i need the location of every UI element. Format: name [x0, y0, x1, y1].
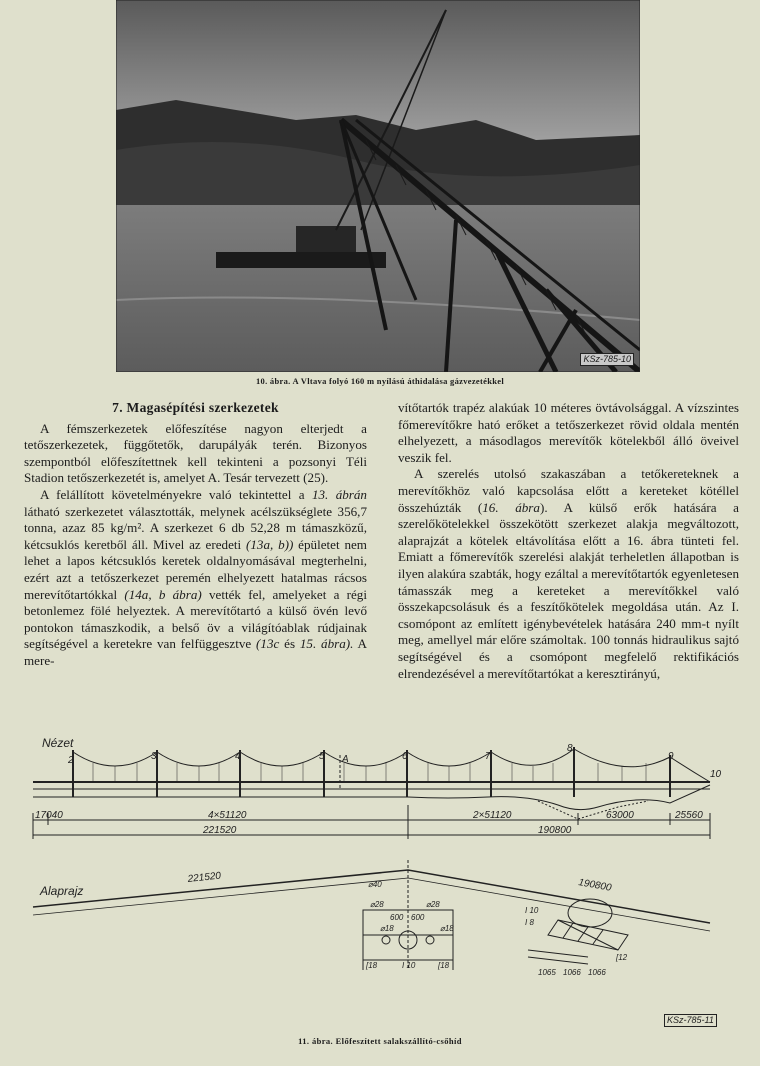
- photo-illustration: [116, 0, 640, 372]
- node-label: 10: [710, 769, 722, 780]
- node-label: 2: [68, 755, 74, 766]
- node-label: 3: [151, 751, 157, 762]
- detail-label: 600: [411, 913, 425, 922]
- dim-total: 190800: [538, 825, 572, 836]
- detail-label: 1065: [538, 968, 556, 977]
- plan-dim: 190800: [577, 877, 613, 894]
- plan-dim: 221520: [187, 870, 222, 885]
- node-label: 6: [402, 751, 408, 762]
- detail-label: 1066: [563, 968, 581, 977]
- figure-11-caption: 11. ábra. Előfeszített salakszállító-csőhíd: [298, 1036, 462, 1046]
- detail-label: ⌀40: [368, 880, 382, 889]
- drawing-stamp: KSz-785-11: [664, 1014, 717, 1027]
- photo-stamp: KSz-785-10: [580, 353, 634, 366]
- node-label: 8: [567, 743, 573, 754]
- detail-label: I 8: [525, 918, 534, 927]
- detail-label: [18: [438, 961, 450, 970]
- dim-label: 4×51120: [208, 810, 247, 821]
- figure-10-caption: 10. ábra. A Vltava folyó 160 m nyílású áthidalása gázvezetékkel: [255, 376, 504, 386]
- detail-label: ⌀18: [440, 924, 454, 933]
- paragraph: A szerelés utolsó szakaszában a tetőkereteknek a merevítőkhöz való kapcsolása előtt a kereteket kötéllel összehúzták (16. ábra). A külső erők hatására a szerelőkötelekkel összekötött szerkezet alakja megváltozott, alaprajzát a kötelek eltávolítása előtt a 16. ábra tünteti fel. Emiatt a főmerevítők szerelési alakját terheletlen állapotban is ilyen alakúra szabták, hogy ezáltal a merevítőtartók egyenletesen támasszák meg a kereteket a merevítőkkel való összekapcsolásuk és a feszítőkötelek megoldása után. Az I. csomópont az említett igénybevételek hatására 240 mm-t nyílt meg, amellyel már előre számoltak. 100 tonnás hidraulikus sajtó segítségével és a csomópont megfelelő rektifikációs elrendezésével a merevítőtartókat a keresztirányú,: [398, 466, 740, 681]
- right-column: [398, 400, 739, 682]
- detail-label: 600: [390, 913, 404, 922]
- plan-label: Alaprajz: [40, 884, 84, 898]
- paragraph: A felállított követelményekre való tekintettel a 13. ábrán látható szerkezetet választották, melynek acélszükséglete 356,7 tonna, azaz 85 kg/m². A szerkezet 6 db 52,28 m támaszközű, kétcsuklós keretből áll. Mivel az eredeti (13a, b)) épületet nem lehet a lapos kétcsuklós keretek oldalnyomásával megterhelni, ezért azt a tetőszerkezet peremén elhelyezett hatalmas rácsos merevítőtartókkal (14a, b ábra) vették fel, amelyeket a régi betonlemez fölé helyeztek. A merevítőtartó a külső övén levő pontokon támaszkodik, a belső öv a világítóablak rúdjainak segítségével a keretekre van felfüggesztve (13c és 15. ábra). A mere-: [24, 486, 367, 668]
- bridge-drawing: [18, 735, 748, 1025]
- node-label: 7: [485, 751, 491, 762]
- detail-label: ⌀18: [380, 924, 394, 933]
- dim-label: 25560: [675, 810, 703, 821]
- section-title: 7. Magasépítési szerkezetek: [112, 400, 279, 415]
- node-label: 4: [235, 751, 241, 762]
- node-label: 9: [668, 751, 674, 762]
- view-label: Nézet: [42, 736, 74, 750]
- bridge-photo: [116, 0, 640, 372]
- technical-drawing: [18, 735, 748, 1025]
- detail-label: [12: [616, 953, 628, 962]
- paragraph: vítőtartók trapéz alakúak 10 méteres övtávolsággal. A vízszintes főmerevítőkre ható erőket a tetőszerkezet rövid oldala mentén elhelyezett, a másodlagos merevítők kötelekből álló öveivel veszik fel.: [398, 400, 739, 465]
- detail-label: ⌀28: [426, 900, 440, 909]
- left-column: [24, 400, 367, 670]
- section-mark: A: [342, 754, 349, 765]
- detail-label: I 10: [402, 961, 416, 970]
- dim-total: 221520: [203, 825, 237, 836]
- node-label: 5: [319, 751, 325, 762]
- detail-label: ⌀28: [370, 900, 384, 909]
- detail-label: I 10: [525, 906, 539, 915]
- dim-label: 63000: [606, 810, 634, 821]
- dim-label: 2×51120: [473, 810, 512, 821]
- dim-label: 17040: [35, 810, 63, 821]
- paragraph: A fémszerkezetek előfeszítése nagyon elterjedt a tetőszerkezetek, függőtetők, darupályák terén. Bizonyos szempontból előfeszítettnek kell tekinteni a pozsonyi Téli Stadion tetőszerkezetét is, amelyet A. Tesár tervezett (25).: [24, 420, 367, 486]
- detail-label: [18: [366, 961, 378, 970]
- detail-label: 1066: [588, 968, 606, 977]
